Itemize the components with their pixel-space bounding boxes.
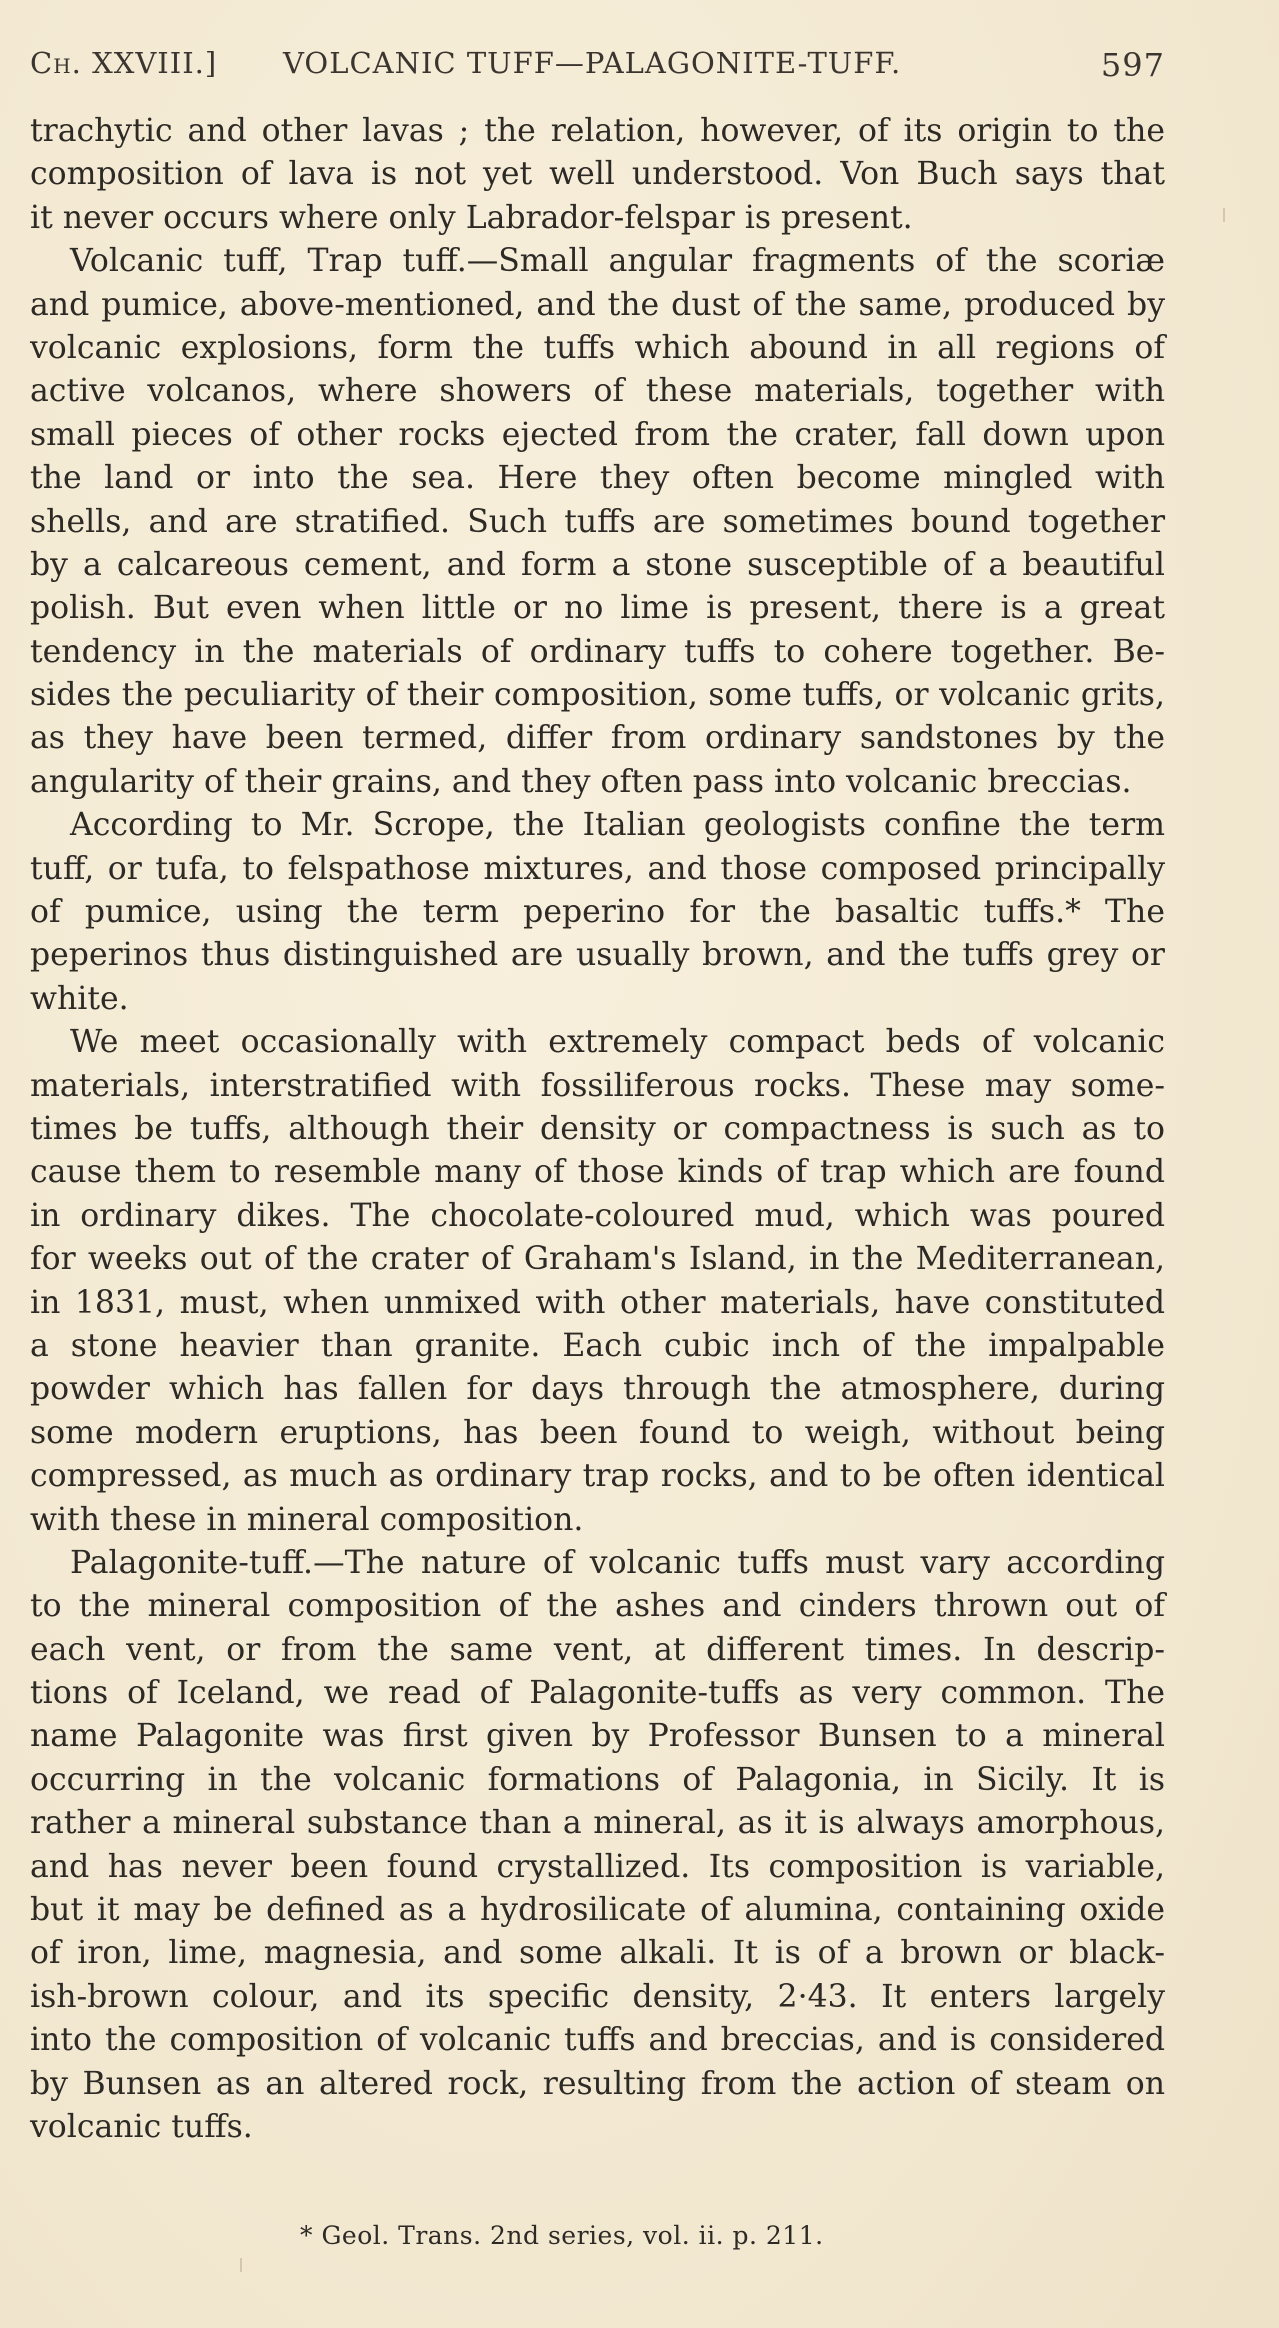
text-line: the land or into the sea. Here they often become mingled with xyxy=(30,460,1165,497)
page-number: 597 xyxy=(1100,46,1165,84)
text-line: cause them to resemble many of those kinds of trap which are found xyxy=(30,1154,1165,1191)
text-line: each vent, or from the same vent, at different times. In descrip- xyxy=(30,1631,1165,1668)
text-line: active volcanos, where showers of these materials, together with xyxy=(30,373,1165,410)
text-line: peperinos thus distinguished are usually brown, and the tuffs grey or xyxy=(30,937,1165,974)
text-line: in ordinary dikes. The chocolate-coloured mud, which was poured xyxy=(30,1197,1165,1234)
text-line: to the mineral composition of the ashes and cinders thrown out of xyxy=(30,1588,1165,1625)
text-line: for weeks out of the crater of Graham's Island, in the Mediterranean, xyxy=(30,1241,1165,1278)
text-line: white. xyxy=(30,980,129,1017)
text-line: in 1831, must, when unmixed with other materials, have constituted xyxy=(30,1284,1165,1321)
text-line: but it may be defined as a hydrosilicate of alumina, containing oxide xyxy=(30,1892,1165,1929)
text-line: small pieces of other rocks ejected from the crater, fall down upon xyxy=(30,416,1165,453)
text-line: trachytic and other lavas ; the relation, however, of its origin to the xyxy=(30,113,1165,149)
text-line: composition of lava is not yet well understood. Von Buch says that xyxy=(30,156,1165,193)
text-line: volcanic tuffs. xyxy=(30,2108,253,2145)
text-line: by Bunsen as an altered rock, resulting from the action of steam on xyxy=(30,2065,1165,2102)
text-line: occurring in the volcanic formations of Palagonia, in Sicily. It is xyxy=(30,1761,1165,1798)
chapter-label: Ch. XXVIII.] xyxy=(30,46,218,80)
text-line: of pumice, using the term peperino for the basaltic tuffs.* The xyxy=(30,894,1165,931)
text-line: some modern eruptions, has been found to weigh, without being xyxy=(30,1414,1165,1451)
running-title: VOLCANIC TUFF—PALAGONITE-TUFF. xyxy=(283,46,902,80)
text-line: tuff, or tufa, to felspathose mixtures, and those composed principally xyxy=(30,850,1165,887)
text-line: tendency in the materials of ordinary tuffs to cohere together. Be- xyxy=(30,633,1165,670)
text-line: as they have been termed, differ from ordinary sandstones by the xyxy=(30,720,1165,757)
text-line: of iron, lime, magnesia, and some alkali. It is of a brown or black- xyxy=(30,1935,1165,1972)
text-line: powder which has fallen for days through the atmosphere, during xyxy=(30,1371,1165,1408)
paper-speck xyxy=(240,2258,242,2272)
text-line: into the composition of volcanic tuffs and breccias, and is considered xyxy=(30,2022,1165,2059)
text-line: with these in mineral composition. xyxy=(30,1501,584,1538)
paper-speck xyxy=(1223,208,1225,222)
text-line: volcanic explosions, form the tuffs which abound in all regions of xyxy=(30,329,1165,366)
text-line: and pumice, above-mentioned, and the dust of the same, produced by xyxy=(30,286,1165,323)
text-line: According to Mr. Scrope, the Italian geologists confine the term xyxy=(70,807,1165,844)
text-line: polish. But even when little or no lime is present, there is a great xyxy=(30,590,1165,627)
body-text xyxy=(30,110,1165,2149)
text-line: name Palagonite was first given by Professor Bunsen to a mineral xyxy=(30,1718,1165,1755)
footnote: * Geol. Trans. 2nd series, vol. ii. p. 211. xyxy=(300,2221,824,2250)
text-line: by a calcareous cement, and form a stone susceptible of a beautiful xyxy=(30,546,1165,583)
text-line: tions of Iceland, we read of Palagonite-tuffs as very common. The xyxy=(30,1675,1165,1712)
running-header xyxy=(30,46,1165,96)
text-line: sides the peculiarity of their composition, some tuffs, or volcanic grits, xyxy=(30,677,1165,714)
text-line: shells, and are stratified. Such tuffs are sometimes bound together xyxy=(30,503,1165,540)
text-line: Volcanic tuff, Trap tuff.—Small angular fragments of the scoriæ xyxy=(70,243,1165,280)
text-line: compressed, as much as ordinary trap rocks, and to be often identical xyxy=(30,1458,1165,1495)
text-line: We meet occasionally with extremely compact beds of volcanic xyxy=(70,1024,1165,1061)
text-line: angularity of their grains, and they often pass into volcanic breccias. xyxy=(30,763,1132,800)
text-line: times be tuffs, although their density or compactness is such as to xyxy=(30,1110,1165,1147)
text-line: rather a mineral substance than a mineral, as it is always amorphous, xyxy=(30,1805,1165,1842)
text-line: ish-brown colour, and its specific density, 2·43. It enters largely xyxy=(30,1978,1165,2015)
text-line: and has never been found crystallized. Its composition is variable, xyxy=(30,1848,1165,1885)
text-line: a stone heavier than granite. Each cubic inch of the impalpable xyxy=(30,1327,1165,1364)
text-line: materials, interstratified with fossiliferous rocks. These may some- xyxy=(30,1067,1165,1104)
text-line: Palagonite-tuff.—The nature of volcanic tuffs must vary according xyxy=(70,1544,1165,1581)
text-line: it never occurs where only Labrador-felspar is present. xyxy=(30,199,913,236)
